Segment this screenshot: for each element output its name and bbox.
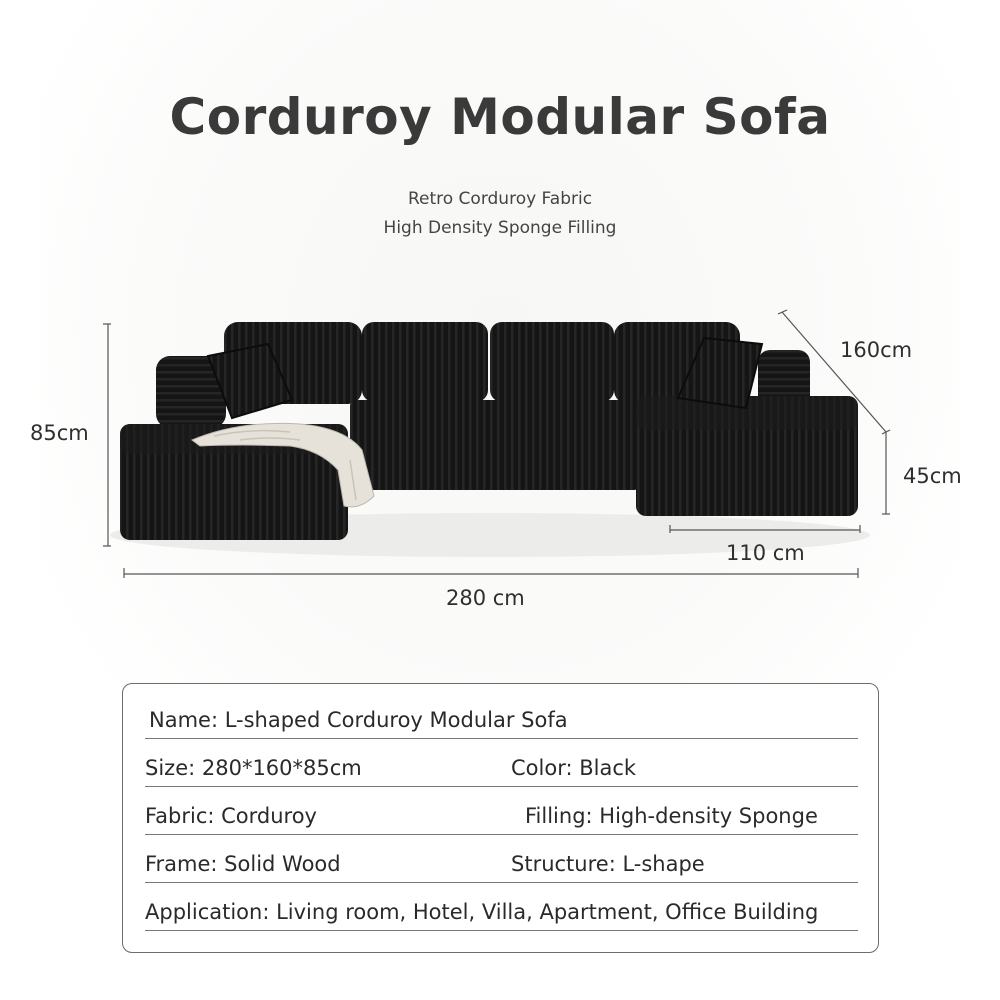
middle-seat [350, 400, 640, 490]
spec-application: Application: Living room, Hotel, Villa, Apartment, Office Building [145, 900, 819, 924]
back-cushion-2 [362, 322, 488, 402]
height-dimension-label: 85cm [30, 421, 89, 445]
chaise-width-dimension-label: 110 cm [726, 541, 805, 565]
spec-row-name [145, 698, 858, 739]
spec-name: Name: L-shaped Corduroy Modular Sofa [149, 708, 568, 732]
spec-row-frame-structure [145, 842, 858, 883]
spec-row-fabric-filling [145, 794, 858, 835]
total-width-dimension-label: 280 cm [446, 586, 525, 610]
subtitle-filling: High Density Sponge Filling [383, 218, 617, 238]
spec-structure: Structure: L-shape [511, 852, 705, 876]
spec-row-size-color [145, 746, 858, 787]
back-cushion-3 [490, 322, 614, 402]
seat-height-dimension-label: 45cm [903, 464, 962, 488]
spec-filling: Filling: High-density Sponge [525, 804, 818, 828]
page-title: Corduroy Modular Sofa [169, 88, 831, 146]
subtitle-fabric: Retro Corduroy Fabric [407, 189, 593, 209]
spec-color: Color: Black [511, 756, 637, 780]
spec-table [122, 683, 879, 953]
spec-fabric: Fabric: Corduroy [145, 804, 317, 828]
spec-row-application [145, 890, 858, 931]
depth-dimension-label: 160cm [840, 338, 913, 362]
spec-size: Size: 280*160*85cm [145, 756, 362, 780]
spec-frame: Frame: Solid Wood [145, 852, 341, 876]
